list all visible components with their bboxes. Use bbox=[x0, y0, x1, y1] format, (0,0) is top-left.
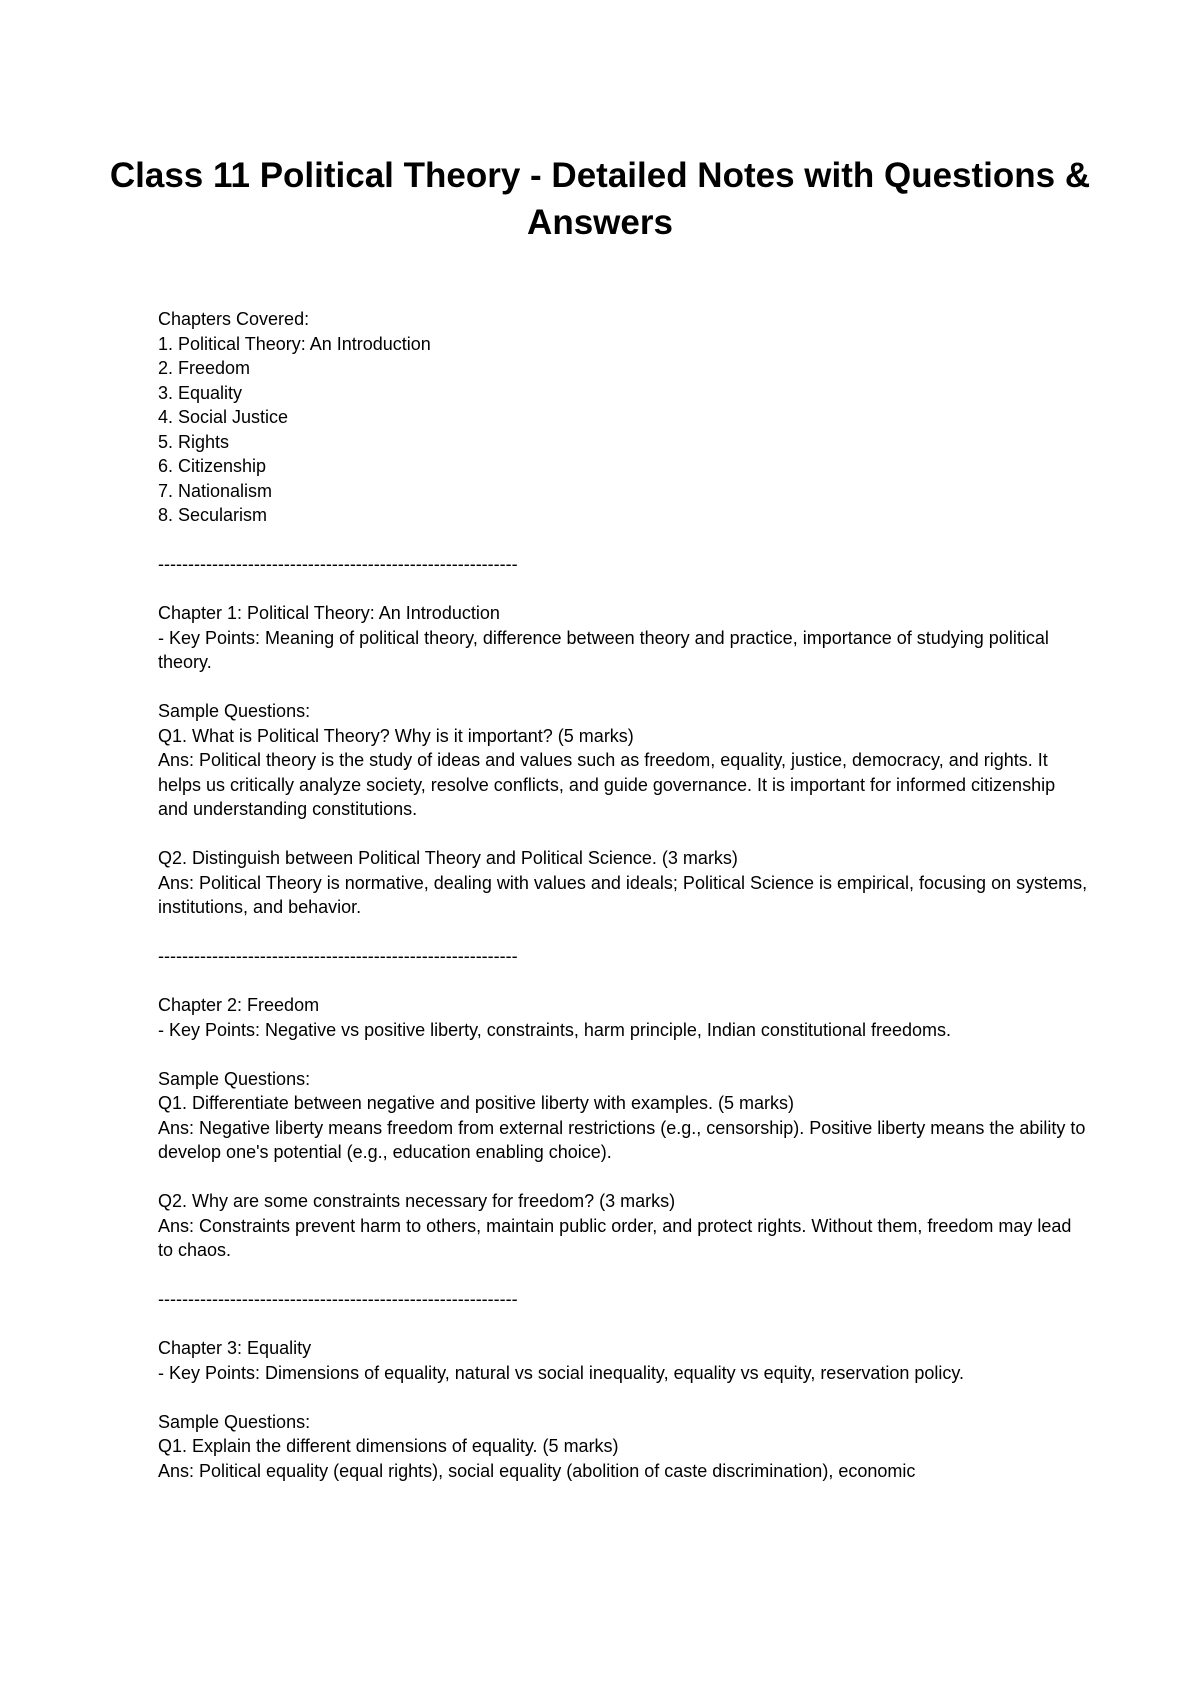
section-divider: ------------------------------------------------------------ bbox=[158, 554, 518, 574]
answer: Ans: Political Theory is normative, dealing with values and ideals; Political Science is empirical, focusing on systems, institutions, and behavior. bbox=[158, 872, 1088, 917]
chapter-list-item: 7. Nationalism bbox=[158, 480, 273, 501]
document-title: Class 11 Political Theory - Detailed Notes with Questions & Answers bbox=[109, 156, 1091, 242]
chapter-heading: Chapter 1: Political Theory: An Introduction bbox=[158, 603, 500, 623]
spacer bbox=[158, 577, 1088, 602]
spacer bbox=[158, 1042, 1088, 1067]
spacer bbox=[158, 969, 1088, 994]
key-points: - Key Points: Dimensions of equality, natural vs social inequality, equality vs equity, reservation policy. bbox=[158, 1362, 965, 1383]
chapter-list-item: 6. Citizenship bbox=[158, 456, 267, 476]
answer: Ans: Constraints prevent harm to others, maintain public order, and protect rights. Without them, freedom may lead to chaos. bbox=[158, 1215, 1072, 1260]
chapter-list-item: 5. Rights bbox=[158, 431, 230, 452]
answer: Ans: Political theory is the study of ideas and values such as freedom, equality, justice, democracy, and rights. It helps us critically analyze society, resolve conflicts, and guide governance. It is important for informed citizenship and understanding constitutions. bbox=[158, 750, 1056, 819]
question: Q1. Explain the different dimensions of equality. (5 marks) bbox=[158, 1436, 619, 1456]
chapter-list-item: 2. Freedom bbox=[158, 358, 251, 378]
spacer bbox=[158, 920, 1088, 945]
spacer bbox=[158, 1263, 1088, 1288]
question: Q1. What is Political Theory? Why is it important? (5 marks) bbox=[158, 725, 634, 746]
chapter-heading: Chapter 3: Equality bbox=[158, 1338, 312, 1358]
sample-questions-header: Sample Questions: bbox=[158, 1411, 311, 1432]
key-points: - Key Points: Negative vs positive liberty, constraints, harm principle, Indian constitutional freedoms. bbox=[158, 1019, 952, 1040]
spacer bbox=[158, 528, 1088, 553]
document-body bbox=[158, 307, 1088, 1483]
question: Q2. Why are some constraints necessary for freedom? (3 marks) bbox=[158, 1191, 676, 1211]
question: Q2. Distinguish between Political Theory and Political Science. (3 marks) bbox=[158, 848, 738, 868]
spacer bbox=[158, 675, 1088, 700]
question: Q1. Differentiate between negative and positive liberty with examples. (5 marks) bbox=[158, 1093, 794, 1113]
chapter-list-item: 1. Political Theory: An Introduction bbox=[158, 333, 431, 354]
spacer bbox=[158, 1312, 1088, 1337]
answer: Ans: Political equality (equal rights), social equality (abolition of caste discrimination), economic bbox=[158, 1460, 916, 1481]
key-points: - Key Points: Meaning of political theory, difference between theory and practice, importance of studying political theory. bbox=[158, 627, 1049, 672]
sample-questions-header: Sample Questions: bbox=[158, 1068, 311, 1089]
answer: Ans: Negative liberty means freedom from external restrictions (e.g., censorship). Positive liberty means the ability to develop one's potential (e.g., education enabling choice). bbox=[158, 1117, 1086, 1162]
chapters-covered-header: Chapters Covered: bbox=[158, 309, 310, 329]
chapter-list-item: 8. Secularism bbox=[158, 505, 268, 525]
spacer bbox=[158, 822, 1088, 847]
sample-questions-header: Sample Questions: bbox=[158, 701, 311, 721]
spacer bbox=[158, 1165, 1088, 1190]
chapter-list-item: 3. Equality bbox=[158, 382, 243, 403]
section-divider: ------------------------------------------------------------ bbox=[158, 946, 518, 966]
section-divider: ------------------------------------------------------------ bbox=[158, 1289, 518, 1309]
spacer bbox=[158, 1385, 1088, 1410]
chapter-list-item: 4. Social Justice bbox=[158, 407, 289, 427]
chapter-heading: Chapter 2: Freedom bbox=[158, 995, 320, 1015]
